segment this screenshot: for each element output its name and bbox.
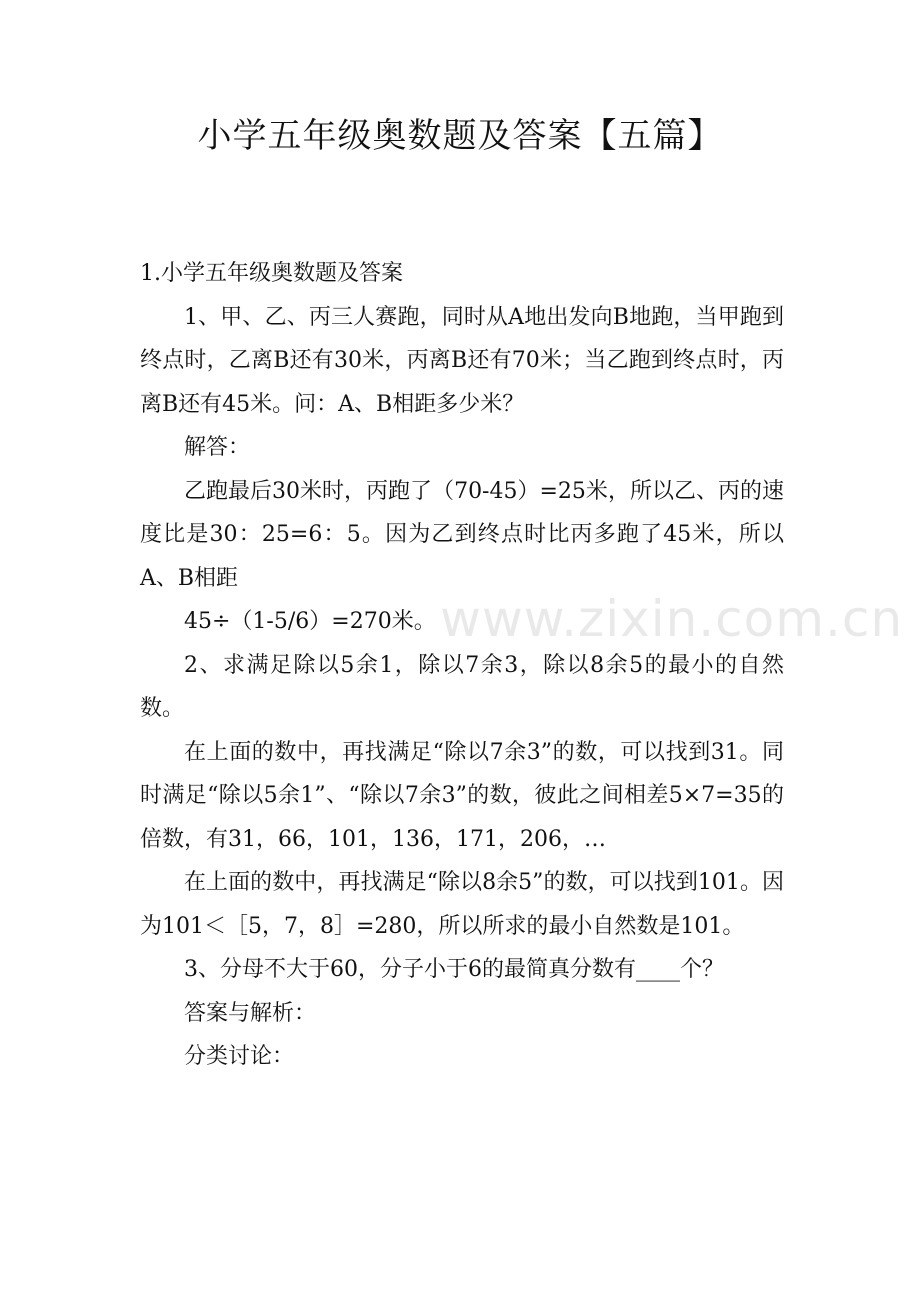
document-body xyxy=(140,252,784,1079)
paragraph: 乙跑最后30米时，丙跑了（70-45）=25米，所以乙、丙的速度比是30：25=6：5。因为乙到终点时比丙多跑了45米，所以A、B相距 xyxy=(140,478,784,591)
paragraph: 分类讨论： xyxy=(184,1044,295,1069)
paragraph: 答案与解析： xyxy=(184,1000,317,1026)
paragraph: 2、求满足除以5余1，除以7余3，除以8余5的最小的自然数。 xyxy=(140,652,784,721)
watermark: www.zixin.com.cn xyxy=(440,590,904,648)
paragraph: 3、分母不大于60，分子小于6的最简真分数有____个？ xyxy=(184,957,724,982)
section-heading: 1.小学五年级奥数题及答案 xyxy=(140,261,403,286)
page-title: 小学五年级奥数题及答案【五篇】 xyxy=(197,116,723,156)
paragraph: 1、甲、乙、丙三人赛跑，同时从A地出发向B地跑，当甲跑到终点时，乙离B还有30米，丙离B还有70米；当乙跑到终点时，丙离B还有45米。问：A、B相距多少米？ xyxy=(140,304,784,417)
paragraph: 在上面的数中，再找满足“除以8余5”的数，可以找到101。因为101＜［5，7，8］=280，所以所求的最小自然数是101。 xyxy=(140,870,784,939)
paragraph: 解答： xyxy=(184,435,251,460)
paragraph: 在上面的数中，再找满足“除以7余3”的数，可以找到31。同时满足“除以5余1”、“除以7余3”的数，彼此之间相差5×7=35的倍数，有31，66，101，136，171，206，… xyxy=(140,739,784,852)
paragraph: 45÷（1-5/6）=270米。 xyxy=(184,609,436,634)
